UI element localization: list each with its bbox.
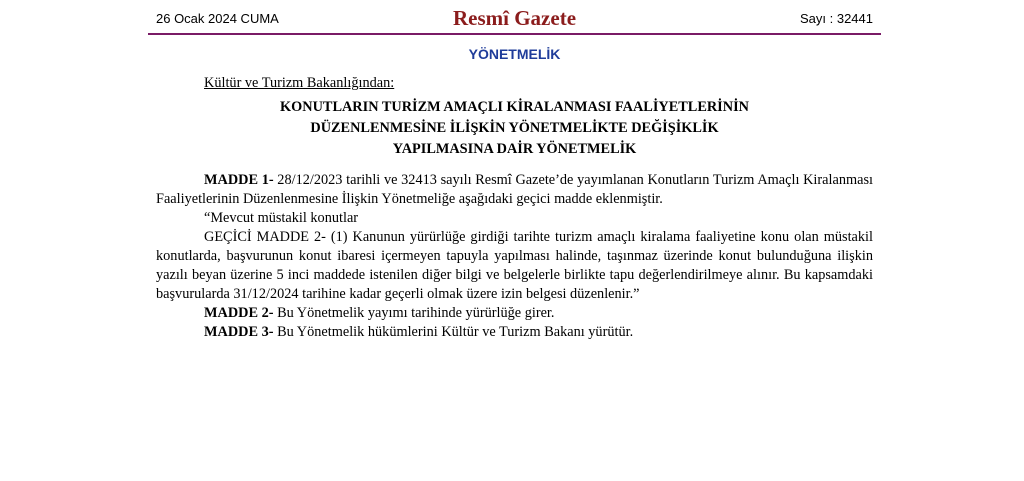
provisional-article-2 (156, 228, 873, 304)
regulation-body (156, 171, 873, 342)
gazette-title: Resmî Gazete (452, 6, 577, 30)
regulation-title-line: YAPILMASINA DAİR YÖNETMELİK (392, 141, 637, 157)
section-heading: YÖNETMELİK (468, 46, 561, 62)
article-2 (156, 304, 873, 323)
article-1 (156, 171, 873, 209)
regulation-document (148, 74, 881, 342)
regulation-title-line: DÜZENLENMESİNE İLİŞKİN YÖNETMELİKTE DEĞİŞİKLİK (310, 120, 719, 136)
gazette-page (148, 0, 881, 342)
regulation-title (156, 97, 873, 160)
article-3 (156, 323, 873, 342)
article-text: Bu Yönetmelik yayımı tarihinde yürürlüğe girer. (273, 305, 555, 321)
article-text: Bu Yönetmelik hükümlerini Kültür ve Turizm Bakanı yürütür. (273, 324, 634, 340)
article-label: MADDE 3- (204, 324, 274, 340)
article-label: MADDE 1- (204, 172, 274, 188)
regulation-title-line: KONUTLARIN TURİZM AMAÇLI KİRALANMASI FAALİYETLERİNİN (280, 99, 749, 115)
provisional-article-heading (156, 209, 873, 228)
issue-date: 26 Ocak 2024 CUMA (156, 11, 279, 26)
issue-number: Sayı : 32441 (800, 11, 873, 26)
ministry-line: Kültür ve Turizm Bakanlığından: (204, 75, 395, 91)
article-text: 28/12/2023 tarihli ve 32413 sayılı Resmî Gazete’de yayımlanan Konutların Turizm Amaçlı Kiralanması Faaliyetlerinin Düzenlenmesine İlişkin Yönetmeliğe aşağıdaki geçici madde eklenmiştir. (156, 172, 873, 207)
article-text: GEÇİCİ MADDE 2- (1) Kanunun yürürlüğe girdiği tarihte turizm amaçlı kiralama faaliyetine konu olan müstakil konutlarda, başvurunun konut ibaresi içermeyen tapuyla yapılması halinde, taşınmaz üzerinde konut bulunduğuna ilişkin yazılı beyan üzerine 5 inci maddede istenilen diğer bilgi ve belgelerle birlikte tapu değerlendirilmeye alınır. Bu kapsamdaki başvurularda 31/12/2024 tarihine kadar geçerli olmak üzere izin belgesi düzenlenir.” (156, 229, 873, 302)
article-label: MADDE 2- (204, 305, 274, 321)
article-text: “Mevcut müstakil konutlar (204, 210, 359, 226)
masthead (148, 0, 881, 35)
